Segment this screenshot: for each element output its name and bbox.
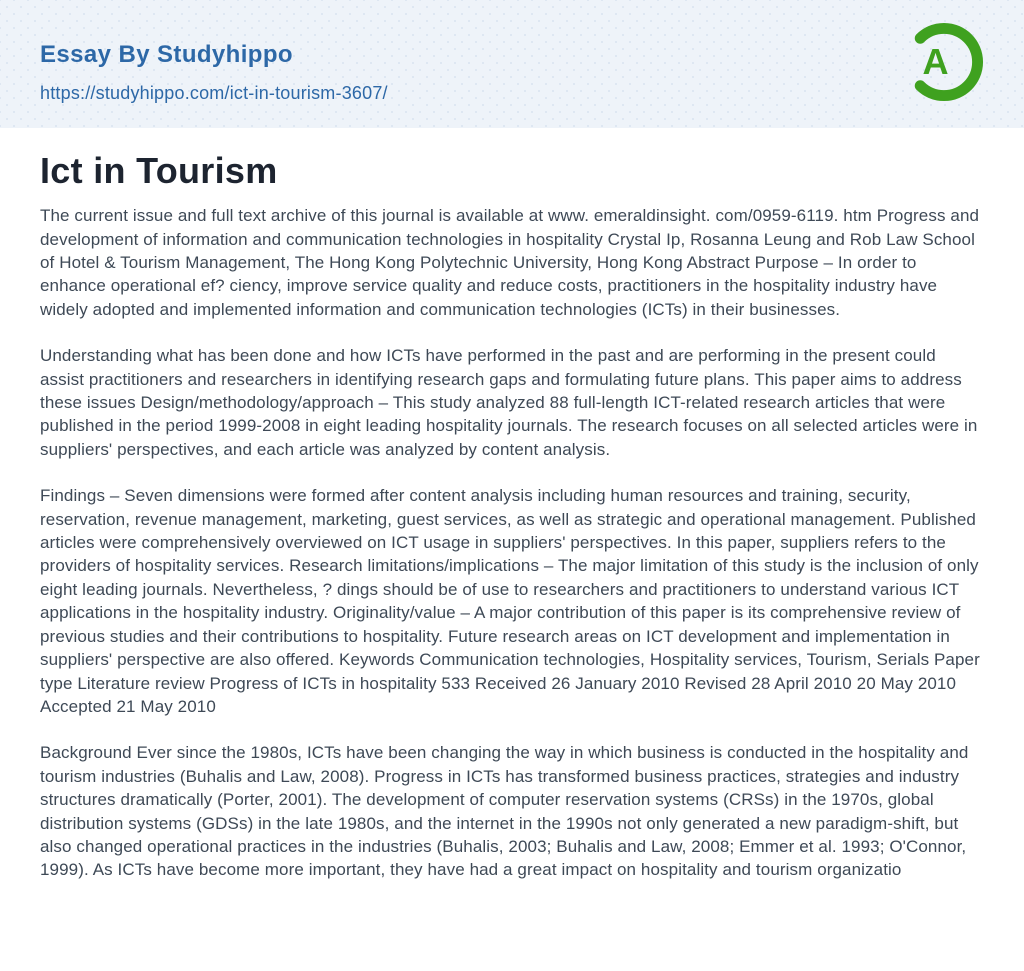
article-title: Ict in Tourism [40,150,278,191]
site-title: Essay By Studyhippo [40,41,293,68]
logo-letter: A [922,41,949,83]
article-paragraph: Findings – Seven dimensions were formed after content analysis including human resources and training, security, reservation, revenue management, marketing, guest services, as well as strategic and operational management. Published articles were comprehensively overviewed on ICT usage in suppliers' perspectives. In this paper, suppliers refers to the providers of hospitality services. Research limitations/implications – The major limitation of this study is the inclusion of only eight leading journals. Nevertheless, ? dings should be of use to researchers and practitioners to understand various ICT applications in the hospitality industry. Originality/value – A major contribution of this paper is its comprehensive review of previous studies and their contributions to hospitality. Future research areas on ICT development and implementation in suppliers' perspective are also offered. Keywords Communication technologies, Hospitality services, Tourism, Serials Paper type Literature review Progress of ICTs in hospitality 533 Received 26 January 2010 Revised 28 April 2010 20 May 2010 Accepted 21 May 2010 [40,486,980,716]
article-paragraph: The current issue and full text archive of this journal is available at www. emeraldinsight. com/0959-6119. htm Progress and development of information and communication technologies in hospitality Crystal Ip, Rosanna Leung and Rob Law School of Hotel & Tourism Management, The Hong Kong Polytechnic University, Hong Kong Abstract Purpose – In order to enhance operational ef? ciency, improve service quality and reduce costs, practitioners in the hospitality industry have widely adopted and implemented information and communication technologies (ICTs) in their businesses. [40,206,980,319]
article-paragraph: Background Ever since the 1980s, ICTs have been changing the way in which business is conducted in the hospitality and tourism industries (Buhalis and Law, 2008). Progress in ICTs has transformed business practices, strategies and industry structures dramatically (Porter, 2001). The development of computer reservation systems (CRSs) in the 1970s, global distribution systems (GDSs) in the late 1980s, and the internet in the 1990s not only generated a new paradigm-shift, but also changed operational practices in the industries (Buhalis, 2003; Buhalis and Law, 2008; Emmer et al. 1993; O'Connor, 1999). As ICTs have become more important, they have had a great impact on hospitality and tourism organizatio [40,743,969,880]
studyhippo-logo [902,20,986,104]
logo-arc-icon [902,20,986,104]
article-content [0,128,1024,882]
source-url-link[interactable]: https://studyhippo.com/ict-in-tourism-3607/ [40,83,388,104]
article-paragraph: Understanding what has been done and how ICTs have performed in the past and are performing in the present could assist practitioners and researchers in identifying research gaps and formulating future plans. This paper aims to address these issues Design/methodology/approach – This study analyzed 88 full-length ICT-related research articles that were published in the period 1999-2008 in eight leading hospitality journals. The research focuses on all selected articles were in suppliers' perspectives, and each article was analyzed by content analysis. [40,346,978,459]
page-header [0,0,1024,128]
